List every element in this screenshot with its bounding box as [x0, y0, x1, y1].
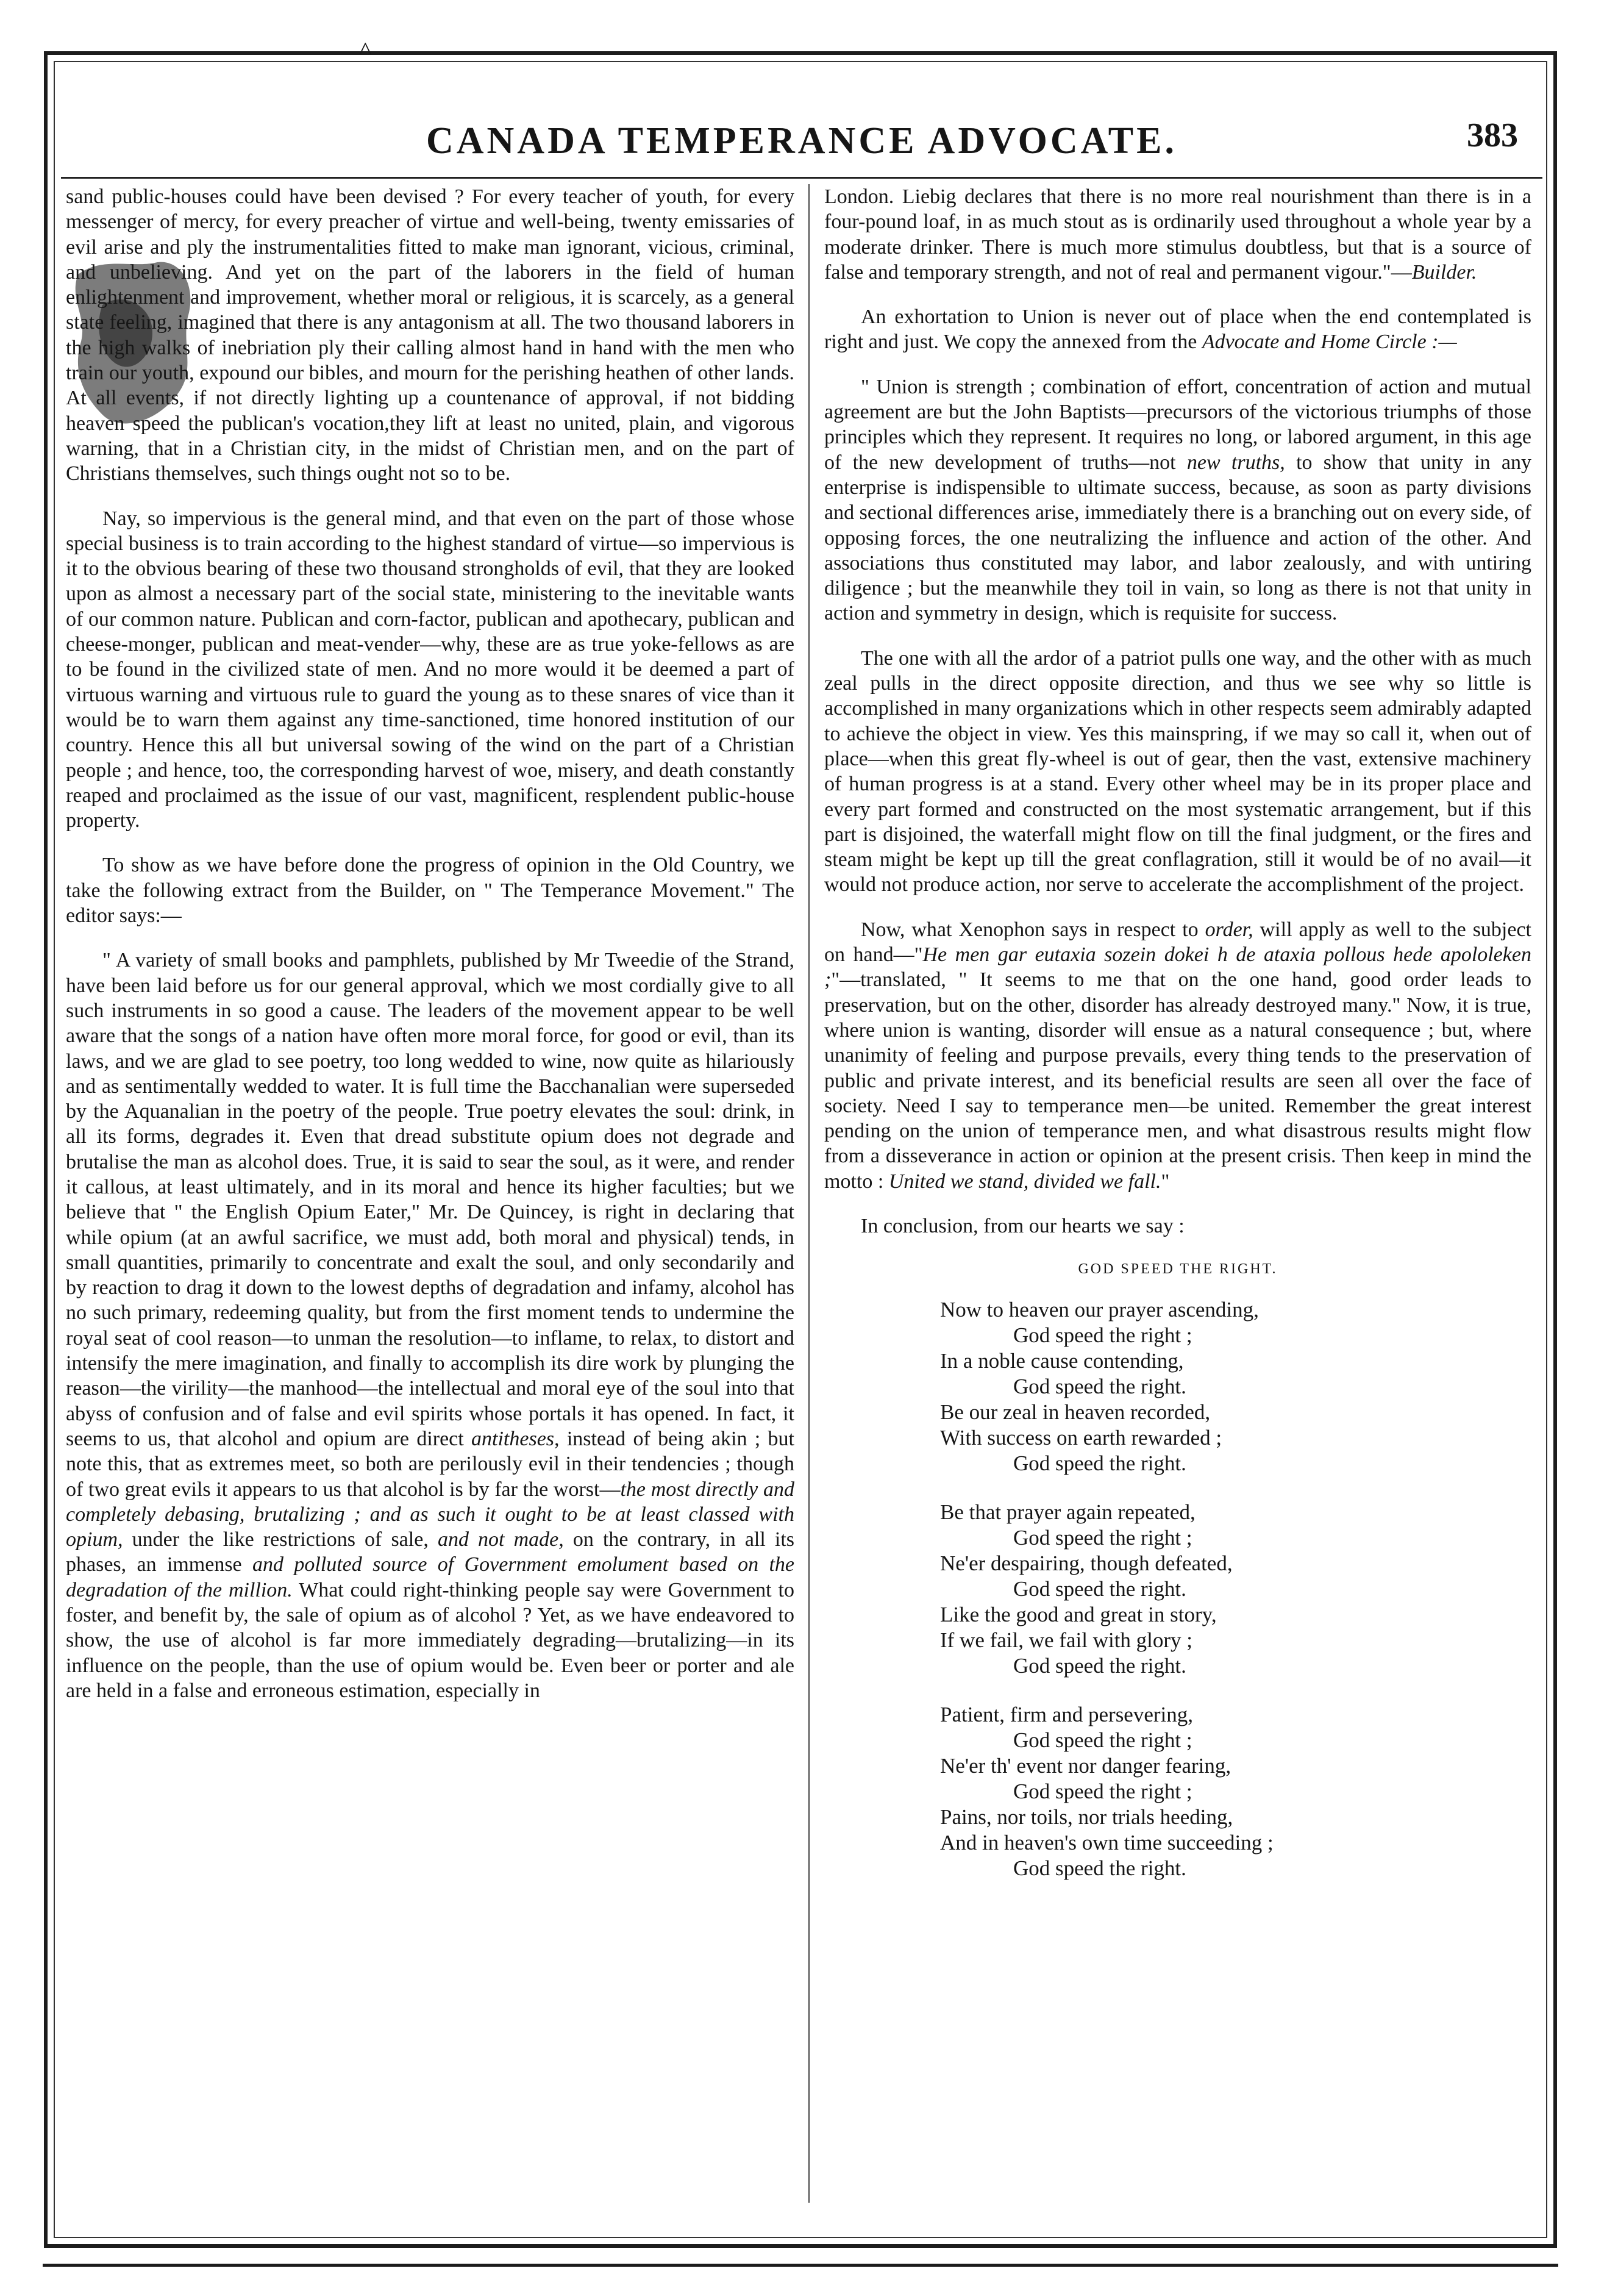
emphasis-text: United we stand, divided we fall.: [888, 1170, 1161, 1193]
poem: [940, 1297, 1531, 1881]
article-paragraph: The one with all the ardor of a patriot pulls one way, and the other with as much zeal pulls in the direct opposite direction, and thus we see why so little is accomplished in many organizations which in other respects seem admirably adapted to achieve the object in view. Yes this mainspring, if we may so call it, when out of place—when this great fly-wheel is out of gear, then the vast, extensive machinery of human progress is at a stand. Every other wheel may be in its proper place and every part formed and constructed on the most systematic arrangement, but if this part is disjoined, the waterfall might flow on till the final judgment, or the fires and steam might be kept up till the great conflagration, still it would be of no avail—it would not produce action, nor serve to accelerate the accomplishment of the project.: [824, 646, 1531, 896]
emphasis-text: new truths,: [1186, 451, 1285, 474]
emphasis-text: and not made,: [437, 1528, 564, 1551]
emphasis-text: order,: [1205, 918, 1253, 941]
paragraph-text: instead of being akin ; but note this, that as extremes meet, so both are perilously evil in their tendencies ; though of two great evils it appears to us that alcohol is by far the worst—: [66, 1427, 794, 1501]
paragraph-text: will apply as well to the subject on hand—": [824, 918, 1532, 967]
paragraph-text: "—translated, " It seems to me that on the one hand, good order leads to preservation, but on the other, disorder has already destroyed many." Now, it is true, where union is wanting, disorder will ensue as a natural consequence ; but, where unanimity of feeling and purpose prevails, every thing tends to the preservation of public and private interest, and its beneficial results are seen all over the face of society. Need I say to temperance men—be united. Remember the great interest pending on the union of temperance men, and what disastrous results might flow from a disseverance in action or opinion at the present crisis. Then keep in mind the motto :: [824, 968, 1531, 1193]
poem-line: Be our zeal in heaven recorded,: [940, 1400, 1211, 1424]
poem-line: God speed the right.: [1013, 1856, 1186, 1880]
paragraph-text: London. Liebig declares that there is no more real nourishment than there is in a four-pound loaf, in as much stout as is ordinarily used throughout a whole year by a moderate drinker. There is much more stimulus doubtless, but that is a source of false and temporary strength, and not of real and permanent vigour."—: [824, 185, 1531, 284]
poem-line: God speed the right.: [1013, 1653, 1186, 1678]
poem-line: Patient, firm and persevering,: [940, 1702, 1194, 1726]
article-paragraph: In conclusion, from our hearts we say :: [861, 1214, 1185, 1237]
source-citation: Builder.: [1411, 260, 1477, 284]
poem-line: Be that prayer again repeated,: [940, 1500, 1196, 1524]
poem-line: Now to heaven our prayer ascending,: [940, 1297, 1259, 1321]
poem-line: With success on earth rewarded ;: [940, 1425, 1222, 1450]
page-number: 383: [1467, 116, 1518, 154]
paragraph-text: to show that unity in any enterprise is indispensible to ultimate success, because, as soon as party divisions and sectional differences arise, immediately there is a branching out on every side, of opposing forces, the one neutralizing the influence and action of the other. And associations thus constituted may labor, and labor zealously, and with untiring diligence ; but the meanwhile they toil in vain, so long as there is not that unity in action and symmetry in design, which is requisite for success.: [824, 451, 1532, 625]
quoted-extract: [66, 948, 794, 1703]
poem-line: God speed the right ;: [1013, 1323, 1192, 1347]
emphasis-text: and polluted source of Government emolument based on the degradation of the million.: [66, 1553, 795, 1601]
poem-line: In a noble cause contending,: [940, 1348, 1184, 1373]
column-separator: [808, 184, 810, 2203]
article-paragraph: Nay, so impervious is the general mind, and that even on the part of those whose special business is to train according to the highest standard of virtue—so impervious is it to the obvious bearing of these two thousand strongholds of evil, that they are looked upon as almost a necessary part of the social state, ministering to the inevitable wants of our common nature. Publican and corn-factor, publican and apothecary, publican and cheese-monger, publican and meat-vender—why, these are as true yoke-fellows as are to be found in the civilized state of men. And no more would it be deemed a part of virtuous warning and virtuous rule to guard the young as to these snares of vice than it would be to warn them against any time-sanctioned, time honored institution of our country. Hence this all but universal sowing of the wind on the part of a Christian people ; and hence, too, the corresponding harvest of woe, misery, and death constantly reaped and proclaimed as the issue of our vast, magnificent, resplendent public-house property.: [66, 507, 794, 832]
article-paragraph: [824, 304, 1531, 355]
paragraph-text: An exhortation to Union is never out of place when the end contemplated is right and just. We copy the annexed from the: [824, 306, 1531, 354]
poem-title: GOD SPEED THE RIGHT.: [1078, 1261, 1278, 1278]
poem-line: And in heaven's own time succeeding ;: [940, 1830, 1274, 1854]
emphasis-text: He men gar eutaxia sozein dokei h de ataxia pollous hede apololeken ;: [824, 943, 1531, 992]
poem-line: God speed the right ;: [1013, 1779, 1192, 1803]
header-rule: [61, 177, 1542, 179]
paragraph-text: under the like restrictions of sale,: [132, 1528, 429, 1551]
page-header: [61, 110, 1542, 171]
poem-line: Ne'er despairing, though defeated,: [940, 1551, 1233, 1575]
poem-line: If we fail, we fail with glory ;: [940, 1628, 1193, 1652]
article-paragraph: [824, 917, 1531, 1194]
poem-line: God speed the right.: [1013, 1451, 1186, 1475]
source-citation: Advocate and Home Circle :—: [1202, 331, 1457, 354]
poem-line: God speed the right.: [1013, 1374, 1186, 1398]
poem-line: God speed the right ;: [1013, 1525, 1192, 1550]
paragraph-text: on the contrary, in all its phases, an immense: [66, 1528, 795, 1576]
poem-line: Ne'er th' event nor danger fearing,: [940, 1753, 1231, 1778]
paragraph-text: " A variety of small books and pamphlets, published by Mr Tweedie of the Strand, have been laid before us for our general approval, which we most cordially give to all such instruments in so good a cause. The leaders of the movement appear to be well aware that the songs of a nation have often more moral force, for good or evil, than its laws, and we are glad to see poetry, too long wedded to wine, now quite as hilariously and as sentimentally wedded to water. It is full time the Bacchanalian were superseded by the Aquanalian in the poetry of the people. True poetry elevates the soul: drink, in all its forms, degrades it. Even that dread substitute opium does not degrade and brutalise the man as alcohol does. True, it is said to sear the soul, as it were, and render it callous, at least ultimately, and in its moral and hence its higher faculties; but we believe that " the English Opium Eater," Mr. De Quincey, is right in declaring that while opium (at an awful sacrifice, we must add, both moral and physical) tends, in small quantities, primarily to concentrate and exalt the soul, and only secondarily and by reaction to drag it down to the lowest depths of degradation and infamy, alcohol has no such primary, redeeming quality, but from the first moment tends to undermine the royal seat of cool reason—to unman the resolution—to inflame, to relax, to distort and intensify the mere imagination, and finally to accomplish its dire work by plunging the reason—the virility—the manhood—the intellectual and moral eye of the soul into that abyss of confusion and of false and evil spirits whose portals it has opened. In fact, it seems to us, that alcohol and opium are direct: [66, 949, 794, 1450]
poem-line: God speed the right ;: [1013, 1728, 1192, 1752]
article-paragraph: [824, 374, 1531, 626]
poem-line: God speed the right.: [1013, 1576, 1186, 1601]
poem-line: Pains, nor toils, nor trials heeding,: [940, 1804, 1233, 1829]
paragraph-text: Now, what Xenophon says in respect to: [861, 918, 1199, 941]
left-column: [66, 184, 794, 1703]
article-paragraph: To show as we have before done the progress of opinion in the Old Country, we take the following extract from the Builder, on " The Temperance Movement." The editor says:—: [66, 854, 794, 928]
paragraph-text: What could right-thinking people say were Government to foster, and benefit by, the sale of opium as of alcohol ? Yet, as we have endeavored to show, the use of alcohol is far more immediately degrading—brutalizing—in its influence on the people, than the use of opium would be. Even beer or porter and ale are held in a false and erroneous estimation, especially in: [66, 1578, 794, 1702]
article-paragraph: sand public-houses could have been devised ? For every teacher of youth, for every messenger of mercy, for every preacher of virtue and well-being, twenty emissaries of evil arise and ply the instrumentalities fitted to make man ignorant, vicious, criminal, and unbelieving. And yet on the part of the laborers in the field of human enlightenment and improvement, whether moral or religious, it is scarcely, as a general state feeling, imagined that there is any antagonism at all. The two thousand laborers in the high walks of inebriation ply their calling almost hand in hand with the men who train our youth, expound our bibles, and mourn for the perishing heathen of other lands. At all events, if not directly lighting up a countenance of approval, if not bidding heaven speed the publican's vocation,they lift at least no united, plain, and vigorous warning, that in a Christian city, in the midst of Christian men, and on the part of Christians themselves, such things ought not so to be.: [66, 185, 794, 485]
paragraph-text: ": [1161, 1170, 1170, 1193]
right-column: [824, 184, 1531, 1881]
poem-line: Like the good and great in story,: [940, 1602, 1217, 1626]
article-paragraph: [824, 184, 1531, 285]
top-mark: ˄: [358, 35, 372, 62]
emphasis-text: the most directly and completely debasing, brutalizing ; and as such it ought to be at least classed with opium,: [66, 1478, 794, 1551]
paragraph-text: " Union is strength ; combination of effort, concentration of action and mutual agreement are but the John Baptists—precursors of the victorious triumphs of those principles which they represent. It requires no long, or labored argument, in this age of the new development of truths—not: [824, 375, 1531, 474]
emphasis-text: antitheses,: [471, 1427, 560, 1450]
page-title: CANADA TEMPERANCE ADVOCATE.: [426, 120, 1178, 162]
bottom-rule: [43, 2264, 1558, 2267]
